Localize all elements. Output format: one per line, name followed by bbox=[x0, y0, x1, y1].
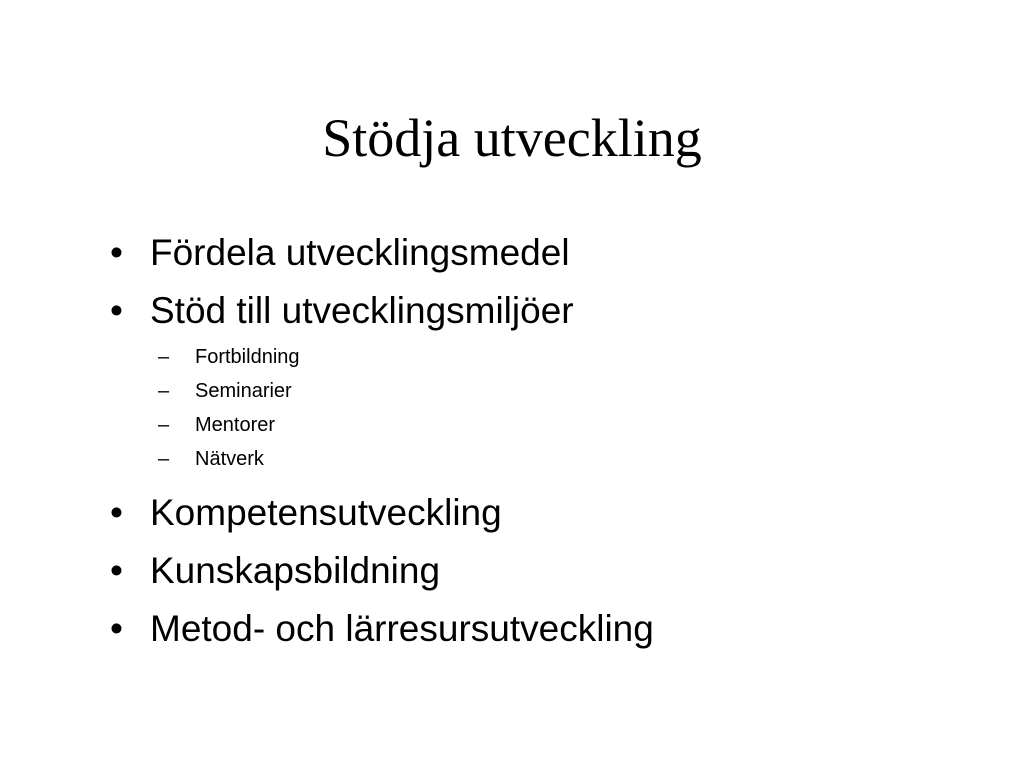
sub-bullet-item bbox=[110, 408, 990, 442]
bullet-icon: • bbox=[110, 492, 123, 533]
sub-bullet-text: Mentorer bbox=[195, 414, 276, 436]
slide-title: Stödja utveckling bbox=[322, 108, 702, 168]
bullet-icon: • bbox=[110, 608, 123, 649]
bullet-text: Kunskapsbildning bbox=[150, 550, 441, 591]
dash-icon: – bbox=[158, 414, 170, 436]
dash-icon: – bbox=[158, 448, 170, 470]
dash-icon: – bbox=[158, 380, 170, 402]
bullet-text: Kompetensutveckling bbox=[150, 492, 502, 533]
dash-icon: – bbox=[158, 346, 170, 368]
bullet-item bbox=[110, 484, 990, 542]
bullet-list bbox=[110, 224, 990, 658]
bullet-icon: • bbox=[110, 232, 123, 273]
bullet-text: Metod- och lärresursutveckling bbox=[150, 608, 654, 649]
bullet-text: Stöd till utvecklingsmiljöer bbox=[150, 290, 574, 331]
bullet-icon: • bbox=[110, 290, 123, 331]
bullet-text: Fördela utvecklingsmedel bbox=[150, 232, 570, 273]
bullet-item bbox=[110, 542, 990, 600]
sub-bullet-item bbox=[110, 340, 990, 374]
sub-bullet-list bbox=[110, 340, 990, 476]
sub-bullet-item bbox=[110, 442, 990, 476]
bullet-item bbox=[110, 282, 990, 340]
sub-bullet-text: Fortbildning bbox=[195, 346, 300, 368]
bullet-item bbox=[110, 224, 990, 282]
sub-bullet-text: Seminarier bbox=[195, 380, 292, 402]
sub-bullet-item bbox=[110, 374, 990, 408]
bullet-icon: • bbox=[110, 550, 123, 591]
bullet-item bbox=[110, 600, 990, 658]
sub-bullet-text: Nätverk bbox=[195, 448, 264, 470]
